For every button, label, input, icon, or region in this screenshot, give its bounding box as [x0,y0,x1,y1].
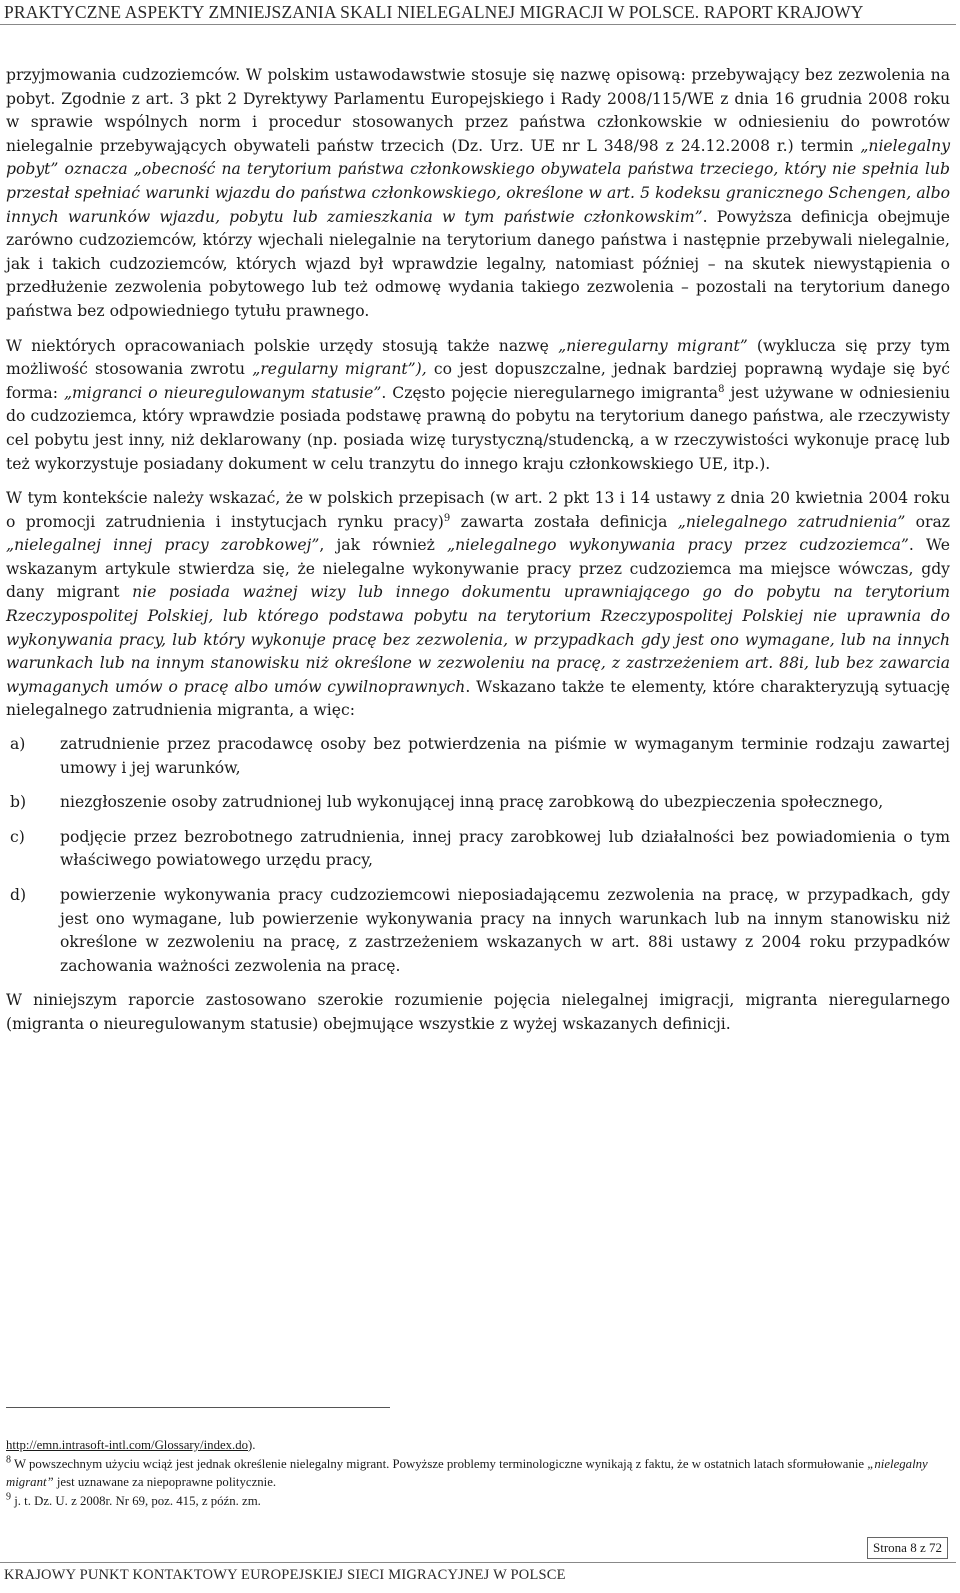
footnote-continuation [6,1436,950,1455]
page-number-total: 72 [929,1540,942,1555]
footnote-ref-9[interactable]: 9 [443,512,451,524]
running-header: PRAKTYCZNE ASPEKTY ZMNIEJSZANIA SKALI NIELEGALNEJ MIGRACJI W POLSCE. RAPORT KRAJOWY [4,2,864,22]
list-item-text: niezgłoszenie osoby zatrudnionej lub wykonującej inną pracę zarobkową do ubezpieczenia społecznego, [60,793,884,812]
paragraph-2-text-2: (wyklucza się przy tym możliwość stosowania zwrotu [6,336,950,379]
paragraph-3-text-2: zawarta została definicja [450,512,678,531]
paragraph-1-text: przyjmowania cudzoziemców. W polskim ustawodawstwie stosuje się nazwę opisową: przebywający bez zezwolenia na pobyt. Zgodnie z art. 3 pkt 2 Dyrektywy Parlamentu Europejskiego i Rady 2008/115/WE z dnia 16 grudnia 2008 roku w sprawie wspólnych norm i procedur stosowanych przez państwa członkowskie w odniesieniu do powrotów nielegalnie przebywających obywateli państw trzecich (Dz. Urz. UE nr L 348/98 z 24.12.2008 r.) termin [6,66,950,155]
paragraph-2-text-4: . Często pojęcie nieregularnego imigranta [381,383,719,402]
paragraph-2-term-3: „migranci o nieuregulowanym statusie” [63,383,382,402]
list-marker: a) [10,735,26,754]
document-body [6,64,950,1048]
paragraph-1-text-2: . Powyższa definicja obejmuje zarówno cudzoziemców, którzy wjechali nielegalnie na terytorium danego państwa i następnie przebywali nielegalnie, jak i takich cudzoziemców, których wjazd był wprawdzie legalny, natomiast później – na skutek niewystąpienia o przedłużenie zezwolenia pobytowego lub też odmowę wydania takiego zezwolenia – pozostali na terytorium danego państwa bez odpowiedniego tytułu prawnego. [6,207,951,320]
glossary-link[interactable]: http://emn.intrasoft-intl.com/Glossary/index.do [6,1438,249,1452]
footnote-8-text-2: jest uznawane za niepoprawne politycznie. [53,1475,277,1490]
paragraph-1 [6,64,950,324]
paragraph-3-term-3: „nielegalnego wykonywania pracy przez cudzoziemca” [447,536,909,555]
paragraph-4 [6,989,950,1036]
footnote-separator [6,1407,390,1408]
paragraph-3-text-5: . We wskazanym artykule stwierdza się, że nielegalne wykonywanie pracy przez cudzoziemca ma miejsce wówczas, gdy dany migrant [6,536,950,602]
paragraph-3-text-4: , jak również [319,536,448,555]
paragraph-3 [6,487,950,723]
page-number-separator: z [916,1540,929,1555]
list-item [6,733,950,780]
footnote-ref-8[interactable]: 8 [718,383,725,395]
paragraph-3-text-3: oraz [905,512,950,531]
paragraph-3-text: W tym kontekście należy wskazać, że w polskich przepisach (w art. 2 pkt 13 i 14 ustawy z dnia 20 kwietnia 2004 roku o promocji zatrudnienia i instytucjach rynku pracy) [6,489,950,531]
paragraph-1-quote: „nielegalny pobyt” oznacza „obecność na terytorium państwa członkowskiego obywatela państwa trzeciego, który nie spełnia lub przestał spełniać warunki wjazdu do państwa członkowskiego, określone w art. 5 kodeksu granicznego Schengen, albo innych warunków wjazdu, pobytu lub zamieszkania w tym państwie członkowskim” [6,136,950,226]
list-item [6,884,950,978]
footnote-9 [6,1492,950,1511]
paragraph-3-term-1: „nielegalnego zatrudnienia” [677,512,906,531]
paragraph-3-text-6: . Wskazano także te elementy, które charakteryzują sytuację nielegalnego zatrudnienia migranta, a więc: [6,677,950,720]
running-footer: KRAJOWY PUNKT KONTAKTOWY EUROPEJSKIEJ SIECI MIGRACYJNEJ W POLSCE [4,1567,566,1583]
footer-rule [0,1562,956,1563]
list-item [6,791,950,815]
list-marker: b) [10,793,27,812]
header-rule [0,24,956,25]
page-number [867,1537,948,1559]
page-number-label: Strona [873,1540,911,1555]
footnote-8-text: W powszechnym użyciu wciąż jest jednak określenie nielegalny migrant. Powyższe problemy terminologiczne wynikają z faktu, że w ostatnich latach sformułowanie [11,1456,868,1471]
footnote-8 [6,1455,950,1492]
list-item-text: zatrudnienie przez pracodawcę osoby bez potwierdzenia na piśmie w wymaganym terminie rodzaju zawartej umowy i jej warunków, [60,735,950,777]
list-marker: c) [10,827,25,846]
paragraph-2 [6,335,950,477]
footnote-9-text: j. t. Dz. U. z 2008r. Nr 69, poz. 415, z późn. zm. [11,1493,261,1508]
paragraph-3-quote: nie posiada ważnej wizy lub innego dokumentu uprawniającego go do pobytu na terytorium Rzeczypospolitej Polskiej, lub którego podstawa pobytu na terytorium Rzeczypospolitej Polskiej nie uprawnia do wykonywania pracy, lub który wykonuje pracę bez zezwolenia, w przypadkach gdy jest ono wymagane, lub na innych warunkach lub na innym stanowisku niż określone w zezwoleniu na pracę, z zastrzeżeniem art. 88i, lub bez zawarcia wymaganych umów o pracę albo umów cywilnoprawnych [6,583,950,696]
footnote-8-number: 8 [6,1454,11,1466]
list-item-text: podjęcie przez bezrobotnego zatrudnienia, innej pracy zarobkowej lub działalności bez powiadomienia o tym właściwego powiatowego urzędu pracy, [60,827,950,870]
paragraph-2-text-3: co jest dopuszczalne, jednak bardziej poprawną wydaje się być forma: [6,360,950,402]
paragraph-2-term-2: „regularny migrant”), [252,360,427,379]
footnote-8-term: „nielegalny migrant” [6,1456,928,1490]
footnotes [6,1436,950,1510]
paragraph-2-text: W niektórych opracowaniach polskie urzędy stosują także nazwę [6,336,559,355]
paragraph-4-text: W niniejszym raporcie zastosowano szerokie rozumienie pojęcia nielegalnej imigracji, migranta nieregularnego (migranta o nieuregulowanym statusie) obejmujące wszystkie z wyżej wskazanych definicji. [6,991,950,1033]
paragraph-2-text-5: jest używane w odniesieniu do cudzoziemca, który wprawdzie posiada podstawę prawną do pobytu na terytorium danego państwa, ale rzeczywisty cel pobytu jest inny, niż deklarowany (np. posiada wizę turystyczną/studencką, a w rzeczywistości wykonuje pracę lub też wykorzystuje posiadany dokument w celu tranzytu do innego kraju członkowskiego UE, itp.). [6,383,950,473]
page-number-current: 8 [910,1540,917,1555]
list-item-text: powierzenie wykonywania pracy cudzoziemcowi nieposiadającemu zezwolenia na pracę, w przypadkach, gdy jest ono wymagane, lub powierzenie wykonywania pracy na innych warunkach lub na innym stanowisku niż określone w zezwoleniu na pracę, z zastrzeżeniem wskazanych w art. 88i ustawy z 2004 roku przypadków zachowania ważności zezwolenia na pracę. [60,886,950,975]
element-list [6,733,950,978]
footnote-continuation-tail: ). [248,1438,256,1452]
footnote-9-number: 9 [6,1491,11,1503]
list-item [6,826,950,873]
paragraph-3-term-2: „nielegalnej innej pracy zarobkowej” [6,536,320,555]
list-marker: d) [10,886,27,904]
paragraph-2-term-1: „nieregularny migrant” [558,336,748,355]
